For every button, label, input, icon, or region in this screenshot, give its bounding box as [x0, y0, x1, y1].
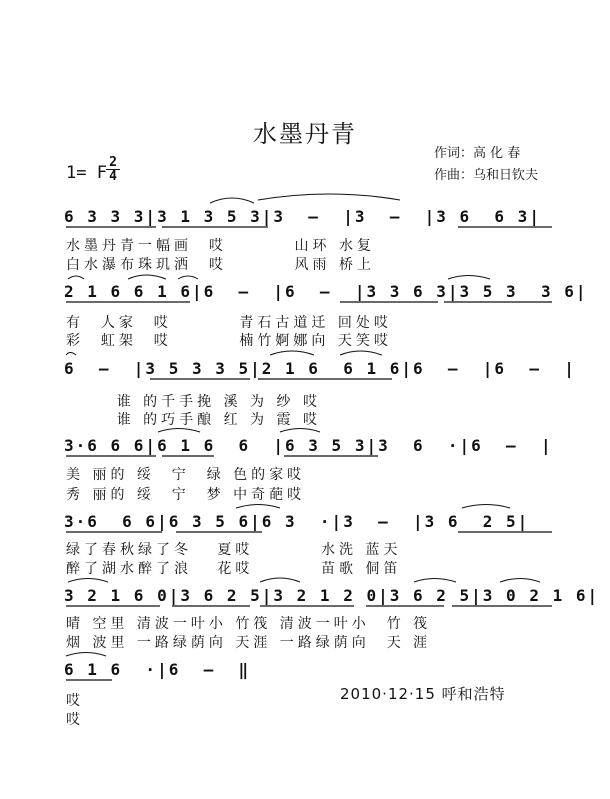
slur-mark [280, 429, 320, 433]
slur-mark [236, 505, 280, 509]
slur-mark [66, 353, 76, 356]
lyric-line: 美 丽的 绥 宁 绿 色的家哎 [66, 467, 306, 483]
notation-line: 6 1 6 ·|6 – ‖ [64, 660, 251, 679]
notation-line: 6 3 3 3|3 1 3 5 3|3 – |3 – |3 6 6 3| [64, 207, 541, 226]
time-signature-bottom: 4 [106, 169, 120, 183]
slur-mark [414, 579, 456, 583]
lyric-line: 烟 波里 一路绿荫向 天涯 一路绿荫向 天 涯 [66, 635, 432, 651]
slur-mark [260, 578, 300, 582]
lyric-line: 水墨丹青一幅画 哎 山环 水复 [66, 238, 375, 254]
lyric-line: 有 人家 哎 青石古道迁 回处哎 [66, 315, 392, 331]
lyric-line: 彩 虹架 哎 楠竹婀娜向 天笑哎 [66, 333, 392, 349]
slur-mark [210, 198, 254, 203]
lyric-line: 哎 [66, 693, 84, 709]
slur-mark [448, 276, 490, 280]
lyric-line: 白水瀑布珠玑洒 哎 风雨 桥上 [66, 257, 375, 273]
slur-mark [128, 275, 166, 279]
lyric-line: 谁 的千手挽 溪 为 纱 哎 [66, 394, 321, 410]
date-place-footer: 2010·12·15 呼和浩特 [340, 685, 506, 703]
notation-line: 3 2 1 6 0|3 6 2 5|3 2 1 2 0|3 6 2 5|3 0 2 1 6| [64, 586, 600, 605]
lyric-line: 晴 空里 清波一叶小 竹筏 清波一叶小 竹 筏 [66, 616, 432, 632]
lyric-line: 醉了湖水醉了浪 花哎 苗歌 侗笛 [66, 561, 402, 577]
notation-line: 2 1 6 6 1 6|6 – |6 – |3 3 6 3|3 5 3 3 6| [64, 282, 588, 301]
key-signature: 1= F [66, 163, 107, 183]
slur-mark [462, 505, 510, 509]
slur-mark [68, 276, 84, 279]
slur-mark [158, 429, 200, 433]
slur-mark [340, 351, 382, 355]
composer-credit: 作曲：乌和日钦夫 [434, 168, 539, 183]
lyric-line: 绿了春秋绿了冬 夏哎 水洗 蓝天 [66, 542, 402, 558]
lyric-line: 谁 的巧手酿 红 为 霞 哎 [66, 412, 321, 428]
notation-line: 3·6 6 6|6 3 5 6|6 3 ·|3 – |3 6 2 5| [64, 512, 530, 531]
notation-line: 3·6 6 6|6 1 6 6 |6 3 5 3|3 6 ·|6 – | [64, 436, 553, 455]
slur-mark [66, 653, 106, 657]
lyric-line: 秀 丽的 绥 宁 梦 中奇葩哎 [66, 487, 306, 503]
notation-line: 6 – |3 5 3 3 5|2 1 6 6 1 6|6 – |6 – | [64, 359, 576, 378]
slur-mark [178, 276, 198, 279]
slur-mark [500, 579, 540, 583]
time-signature-top: 2 [109, 155, 117, 170]
slur-mark [270, 351, 314, 355]
lyricist-credit: 作词：高 化 春 [434, 146, 521, 161]
slur-mark [258, 194, 400, 200]
lyric-line: 哎 [66, 712, 84, 728]
slur-mark [68, 579, 108, 583]
song-title: 水墨丹青 [253, 120, 357, 148]
